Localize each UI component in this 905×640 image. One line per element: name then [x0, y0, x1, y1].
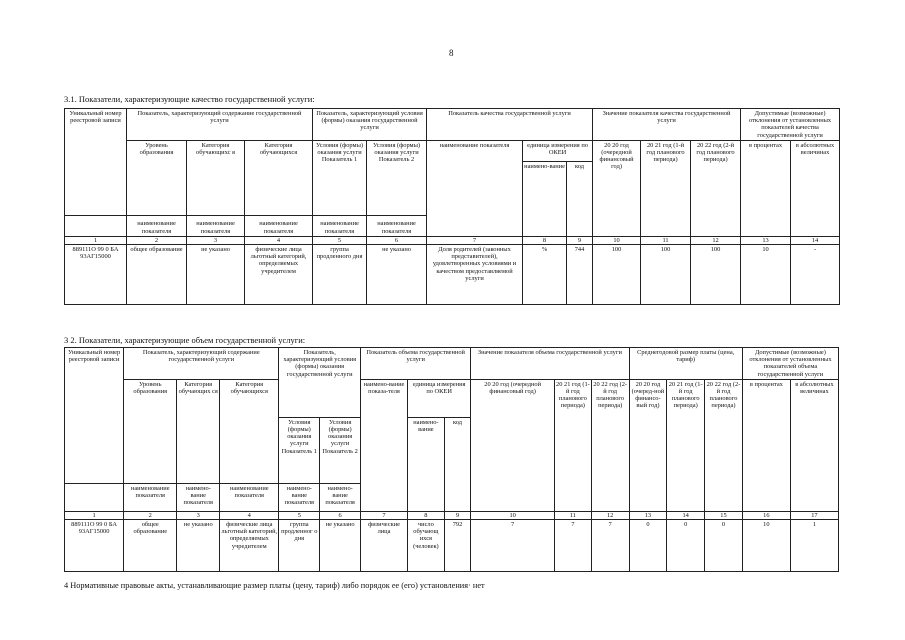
- h-values: Значение показателя объема государственной услуги: [471, 348, 629, 380]
- h-year1: 20 20 год (очередной финансовый год): [593, 140, 641, 236]
- h-abs: в абсолютных величинах: [791, 140, 840, 236]
- col-number-1: 1: [65, 236, 127, 244]
- cell-7: Доля родителей (законных представителей), удовлетворенных условиями и качеством предоставляемой услуги: [427, 245, 523, 305]
- cell-1: 889111О 99 0 БА 93АГ15000: [65, 245, 127, 305]
- h-year3: 20 22 год (2-й год планового периода): [691, 140, 741, 236]
- h-cat2: Категория обучающихся: [245, 140, 313, 215]
- col-number-12: 12: [591, 511, 629, 519]
- h-reg: Уникальный номер реестровой записи: [65, 109, 127, 216]
- cell-13: 10: [741, 245, 791, 305]
- h-pct: в процентах: [741, 140, 791, 236]
- h-sub: наимено-вание показателя: [279, 483, 320, 511]
- col-number-10: 10: [593, 236, 641, 244]
- page-number: 8: [449, 48, 454, 58]
- h-reg: Уникальный номер реестровой записи: [65, 348, 124, 484]
- cell-9: 744: [567, 245, 593, 305]
- h-pct: в процентах: [742, 379, 790, 511]
- h-ind-name: наименование показателя: [427, 140, 523, 236]
- section-quality-title: 3.1. Показатели, характеризующие качество государственной услуги:: [64, 94, 315, 104]
- h-unit-name: наимено-вание: [408, 417, 445, 511]
- h-quality: Показатель качества государственной услуги: [427, 109, 593, 141]
- col-number-4: 4: [220, 511, 279, 519]
- h-volume: Показатель объема государственной услуги: [361, 348, 471, 380]
- h-content: Показатель, характеризующий содержание государственной услуги: [124, 348, 279, 380]
- cell-8: %: [523, 245, 567, 305]
- cell-10: 7: [471, 520, 555, 572]
- h-unit: единица измерения по ОКЕИ: [408, 379, 471, 417]
- h-level: Уровень образования: [127, 140, 187, 215]
- h-sub: наимено-вание показателя: [177, 483, 220, 511]
- cell-9: 792: [444, 520, 471, 572]
- col-number-11: 11: [641, 236, 691, 244]
- quality-table: [64, 108, 839, 305]
- h-dev: Допустимые (возможные) отклонения от установленных показателей объема государственной услуги: [742, 348, 838, 380]
- col-number-6: 6: [367, 236, 427, 244]
- cell-12: 100: [691, 245, 741, 305]
- h-reg-sub: [65, 215, 127, 236]
- h-fee1: 20 20 год (очеред-ной финансо-вый год): [629, 379, 667, 511]
- h-cat1: Категория обучающихс я: [187, 140, 245, 215]
- col-number-11: 11: [555, 511, 592, 519]
- h-cat2: Категория обучающихся: [220, 379, 279, 483]
- h-sub: наименование показателя: [220, 483, 279, 511]
- col-number-3: 3: [177, 511, 220, 519]
- h-year2: 20 21 год (1-й год планового периода): [555, 379, 592, 511]
- col-number-13: 13: [741, 236, 791, 244]
- cell-7: физические лица: [361, 520, 408, 572]
- h-year2: 20 21 год (1-й год планового периода): [641, 140, 691, 236]
- cell-3: не указано: [177, 520, 220, 572]
- cell-11: 7: [555, 520, 592, 572]
- cell-15: 0: [705, 520, 743, 572]
- volume-table: [64, 347, 839, 572]
- cell-2: общее образование: [124, 520, 177, 572]
- h-cond: Показатель, характеризующий условия (формы) оказания государственной услуги: [313, 109, 427, 141]
- col-number-7: 7: [427, 236, 523, 244]
- h-sub: наименование показателя: [187, 215, 245, 236]
- h-sub: наименование показателя: [245, 215, 313, 236]
- col-number-13: 13: [629, 511, 667, 519]
- col-number-14: 14: [791, 236, 840, 244]
- h-sub: наимено-вание показателя: [320, 483, 361, 511]
- h-cond: Показатель, характеризующий условия (формы) оказания государственной услуги: [279, 348, 361, 418]
- col-number-8: 8: [523, 236, 567, 244]
- cell-13: 0: [629, 520, 667, 572]
- h-cond2: Условия (формы) оказания услуги Показатель 2: [320, 417, 361, 483]
- h-year3: 20 22 год (2-й год планового периода): [591, 379, 629, 511]
- cell-14: 0: [667, 520, 705, 572]
- cell-10: 100: [593, 245, 641, 305]
- h-abs: в абсолютных величинах: [790, 379, 838, 511]
- col-number-17: 17: [790, 511, 838, 519]
- col-number-7: 7: [361, 511, 408, 519]
- footer-note: 4 Нормативные правовые акты, устанавливающие размер платы (цену, тариф) либо порядок ее (его) установления· нет: [64, 581, 485, 590]
- col-number-10: 10: [471, 511, 555, 519]
- col-number-2: 2: [124, 511, 177, 519]
- cell-6: не указано: [320, 520, 361, 572]
- h-cond1: Условия (формы) оказания услуги Показатель 1: [313, 140, 367, 215]
- cell-1: 889111О 99 0 БА 93АГ15000: [65, 520, 124, 572]
- h-fee2: 20 21 год (1-й год планового периода): [667, 379, 705, 511]
- h-dev: Допустимые (возможные) отклонения от установленных показателей качества государственной услуги: [741, 109, 840, 141]
- col-number-5: 5: [279, 511, 320, 519]
- h-unit-name: наимено-вание: [523, 161, 567, 236]
- h-unit: единица измерения по ОКЕИ: [523, 140, 593, 161]
- col-number-15: 15: [705, 511, 743, 519]
- h-content: Показатель, характеризующий содержание государственной услуги: [127, 109, 313, 141]
- h-sub: наименование показателя: [127, 215, 187, 236]
- h-fee: Среднегодовой размер платы (цена, тариф): [629, 348, 742, 380]
- cell-8: число обучающ ихся (человек): [408, 520, 445, 572]
- section-volume-title: 3 2. Показатели, характеризующие объем государственной услуги:: [64, 335, 306, 345]
- h-sub: наименование показателя: [124, 483, 177, 511]
- cell-4: физические лица льготный категорий, определяемых учредителем: [220, 520, 279, 572]
- cell-4: физические лица льготный категорий, определяемых учредителем: [245, 245, 313, 305]
- h-values: Значение показателя качества государственной услуги: [593, 109, 741, 141]
- cell-2: общее образование: [127, 245, 187, 305]
- col-number-9: 9: [444, 511, 471, 519]
- h-cond1: Условия (формы) оказания услуги Показатель 1: [279, 417, 320, 483]
- h-sub: наименование показателя: [313, 215, 367, 236]
- col-number-4: 4: [245, 236, 313, 244]
- col-number-1: 1: [65, 511, 124, 519]
- h-fee3: 20 22 год (2-й год планового периода): [705, 379, 743, 511]
- col-number-14: 14: [667, 511, 705, 519]
- h-code: код: [567, 161, 593, 236]
- cell-11: 100: [641, 245, 691, 305]
- col-number-8: 8: [408, 511, 445, 519]
- h-reg-sub: [65, 483, 124, 511]
- col-number-12: 12: [691, 236, 741, 244]
- cell-16: 10: [742, 520, 790, 572]
- h-level: Уровень образования: [124, 379, 177, 483]
- cell-6: не указано: [367, 245, 427, 305]
- col-number-3: 3: [187, 236, 245, 244]
- col-number-16: 16: [742, 511, 790, 519]
- col-number-2: 2: [127, 236, 187, 244]
- h-cat1: Категория обучающих ся: [177, 379, 220, 483]
- cell-3: не указано: [187, 245, 245, 305]
- h-sub: наименование показателя: [367, 215, 427, 236]
- col-number-9: 9: [567, 236, 593, 244]
- h-cond2: Условия (формы) оказания услуги Показатель 2: [367, 140, 427, 215]
- h-ind-name: наимено-вание показа-теля: [361, 379, 408, 511]
- h-code: код: [444, 417, 471, 511]
- col-number-5: 5: [313, 236, 367, 244]
- cell-5: группа продленного дня: [313, 245, 367, 305]
- col-number-6: 6: [320, 511, 361, 519]
- cell-17: 1: [790, 520, 838, 572]
- h-year1: 20 20 год (очередной финансовый год): [471, 379, 555, 511]
- cell-14: -: [791, 245, 840, 305]
- cell-5: группа продленног о дня: [279, 520, 320, 572]
- cell-12: 7: [591, 520, 629, 572]
